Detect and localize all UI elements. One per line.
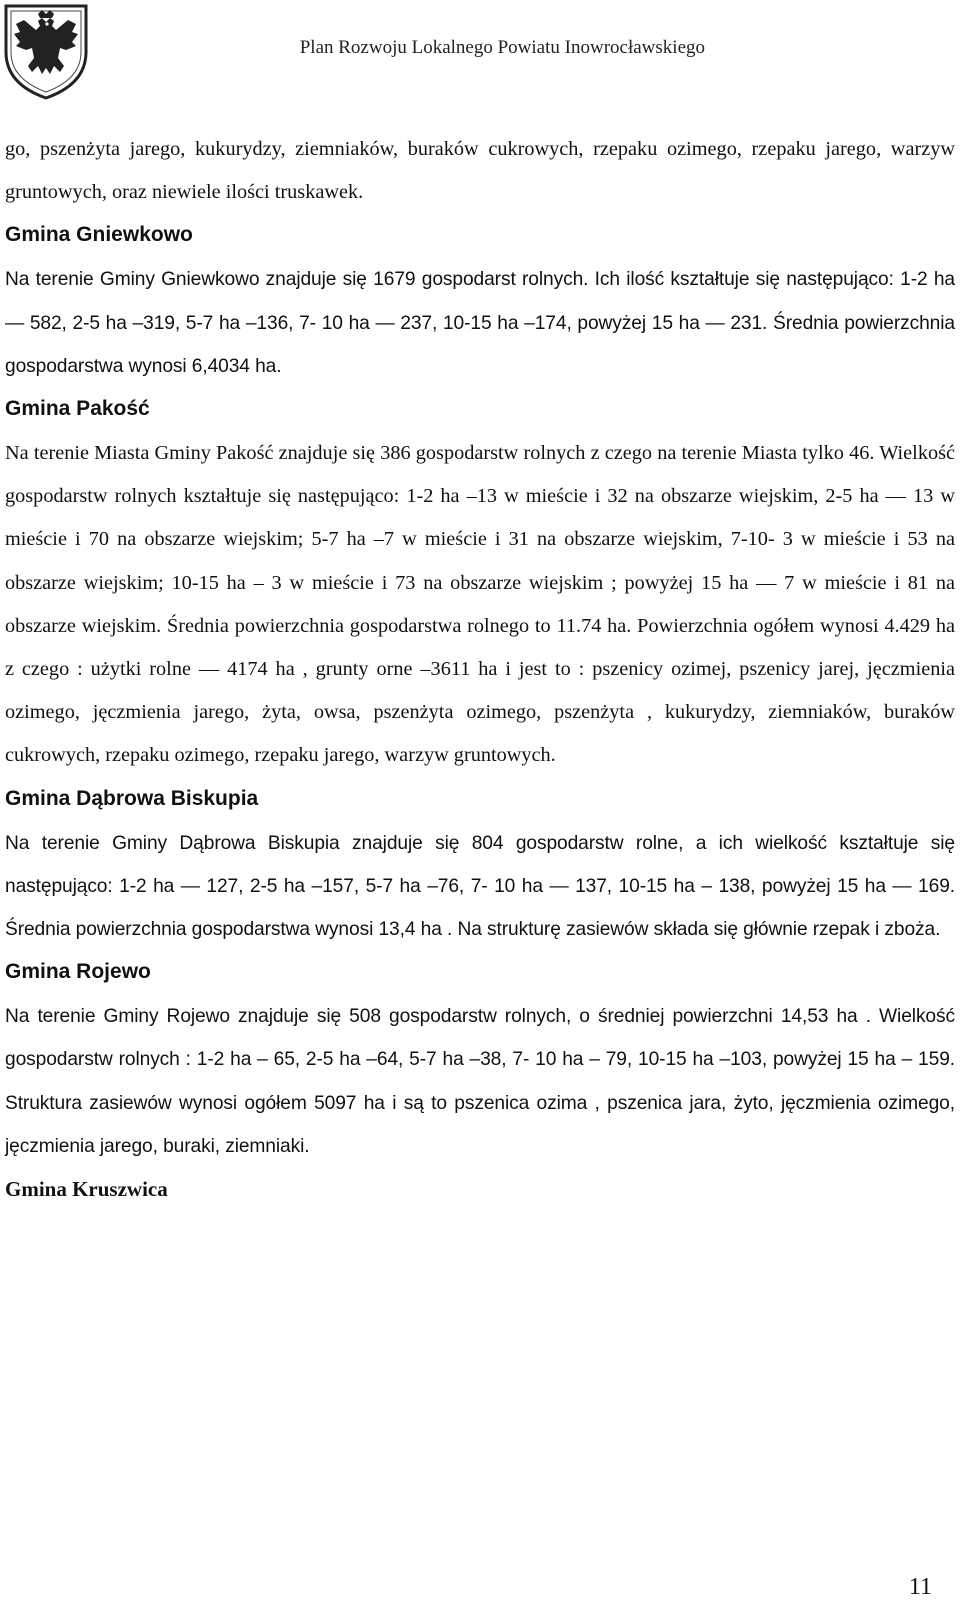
page-header [0, 0, 960, 110]
heading-kruszwica: Gmina Kruszwica [5, 1177, 168, 1202]
heading-rojewo: Gmina Rojewo [5, 960, 151, 984]
heading-dabrowa: Gmina Dąbrowa Biskupia [5, 786, 259, 810]
heading-gniewkowo: Gmina Gniewkowo [5, 223, 193, 247]
header-title: Plan Rozwoju Lokalnego Powiatu Inowrocławskiego [299, 37, 705, 58]
document-body [5, 128, 955, 1212]
intro-paragraph: go, pszenżyta jarego, kukurydzy, ziemniaków, buraków cukrowych, rzepaku ozimego, rzepaku jarego, warzyw gruntowych, oraz niewiele ilości truskawek. [5, 138, 955, 204]
heading-pakosc: Gmina Pakość [5, 397, 150, 421]
paragraph-pakosc: Na terenie Miasta Gminy Pakość znajduje się 386 gospodarstw rolnych z czego na terenie Miasta tylko 46. Wielkość gospodarstw rolnych kształtuje się następująco: 1-2 ha –13 w mieście i 32 na obszarze wiejskim, 2-5 ha — 13 w mieście i 70 na obszarze wiejskim; 5-7 ha –7 w mieście i 31 na obszarze wiejskim, 7-10- 3 w mieście i 53 na obszarze wiejskim; 10-15 ha – 3 w mieście i 73 na obszarze wiejskim ; powyżej 15 ha — 7 w mieście i 81 na obszarze wiejskim. Średnia powierzchnia gospodarstwa rolnego to 11.74 ha. Powierzchnia ogółem wynosi 4.429 ha z czego : użytki rolne — 4174 ha , grunty orne –3611 ha i jest to : pszenicy ozimej, pszenicy jarej, jęczmienia ozimego, jęczmienia jarego, żyta, owsa, pszenżyta ozimego, pszenżyta , kukurydzy, ziemniaków, buraków cukrowych, rzepaku ozimego, rzepaku jarego, warzyw gruntowych. [5, 442, 955, 767]
paragraph-gniewkowo: Na terenie Gminy Gniewkowo znajduje się 1679 gospodarst rolnych. Ich ilość kształtuje się następująco: 1-2 ha — 582, 2-5 ha –319, 5-7 ha –136, 7- 10 ha — 237, 10-15 ha –174, powyżej 15 ha — 231. Średnia powierzchnia gospodarstwa wynosi 6,4034 ha. [5, 269, 955, 377]
paragraph-rojewo: Na terenie Gminy Rojewo znajduje się 508 gospodarstw rolnych, o średniej powierzchni 14,53 ha . Wielkość gospodarstw rolnych : 1-2 ha – 65, 2-5 ha –64, 5-7 ha –38, 7- 10 ha – 79, 10-15 ha –103, powyżej 15 ha – 159. Struktura zasiewów wynosi ogółem 5097 ha i są to pszenica ozima , pszenica jara, żyto, jęczmienia ozimego, jęczmienia jarego, buraki, ziemniaki. [5, 1006, 955, 1157]
eagle-crest-icon [2, 2, 90, 100]
page-number: 11 [908, 1574, 932, 1600]
paragraph-dabrowa: Na terenie Gminy Dąbrowa Biskupia znajduje się 804 gospodarstw rolne, a ich wielkość kształtuje się następująco: 1-2 ha — 127, 2-5 ha –157, 5-7 ha –76, 7- 10 ha — 137, 10-15 ha – 138, powyżej 15 ha — 169. Średnia powierzchnia gospodarstwa wynosi 13,4 ha . Na strukturę zasiewów składa się głównie rzepak i zboża. [5, 832, 955, 941]
